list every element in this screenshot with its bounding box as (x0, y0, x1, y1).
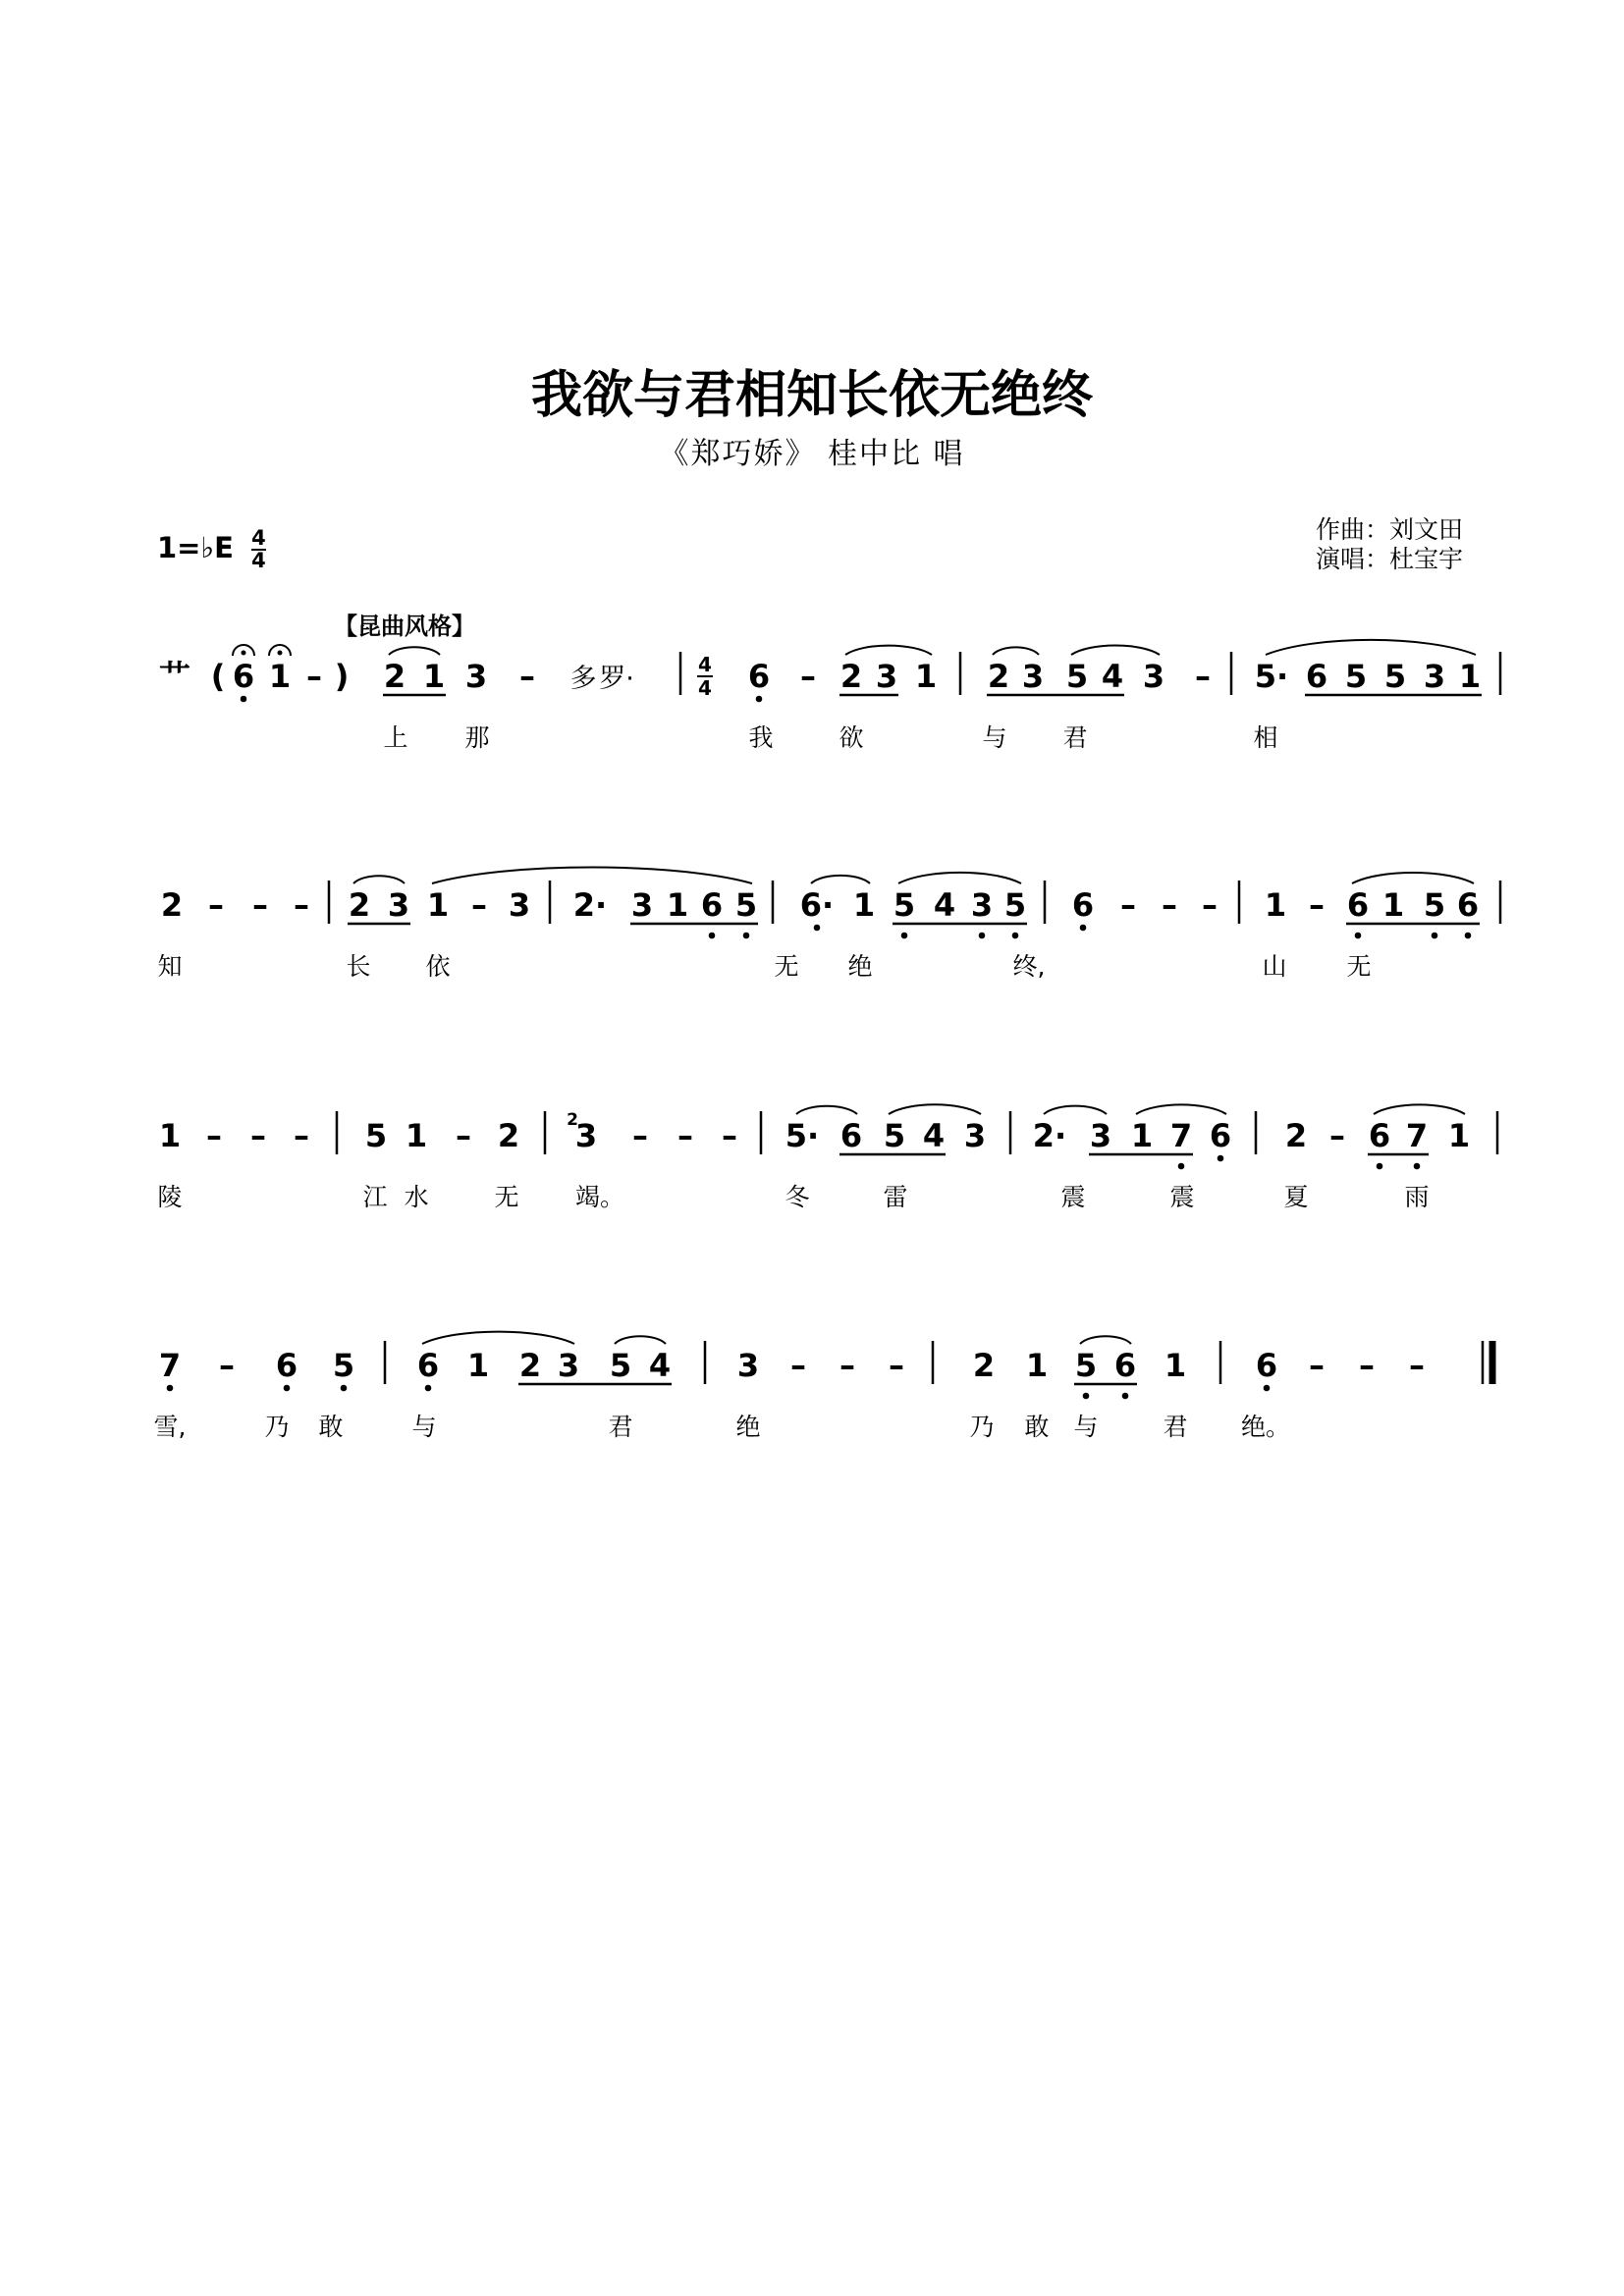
note: – (208, 886, 224, 924)
lyric: 与 (1073, 1413, 1099, 1441)
octave-dot-below (425, 1385, 432, 1392)
octave-dot-below (1122, 1393, 1129, 1400)
note: 6 (1255, 1347, 1278, 1384)
lyric: 水 (404, 1183, 429, 1211)
note: 5· (1254, 658, 1289, 695)
note: 6 (1209, 1117, 1232, 1154)
note: 1 (422, 658, 446, 695)
grace-note: 2 (567, 1110, 578, 1130)
note: 1 (1164, 1347, 1187, 1384)
note: 1 (405, 1117, 428, 1154)
note: 5 (364, 1117, 388, 1154)
measure-time-bottom: 4 (698, 676, 712, 700)
small-text: 罗· (599, 664, 634, 694)
note: 1 (426, 886, 450, 924)
note: 1 (268, 658, 292, 695)
lyric: 竭。 (574, 1183, 625, 1211)
note: – (800, 658, 816, 695)
note: 5 (1074, 1347, 1098, 1384)
slur (811, 876, 870, 883)
key-signature-text: 1=♭E (157, 531, 234, 564)
lyric: 江 (362, 1183, 388, 1211)
slur (1266, 640, 1476, 655)
note: 6 (839, 1117, 863, 1154)
slur (1044, 1106, 1107, 1114)
octave-dot-below (1083, 1393, 1090, 1400)
note: 6 (416, 1347, 440, 1384)
singer-credit: 演唱：杜宝宇 (1316, 545, 1464, 573)
note: – (1309, 1347, 1325, 1384)
note: – (206, 1117, 222, 1154)
note: 2· (572, 886, 608, 924)
note: 3 (630, 886, 654, 924)
note: 3 (970, 886, 994, 924)
note: – (252, 886, 268, 924)
note: 1 (852, 886, 876, 924)
slur (845, 646, 932, 655)
note: 6 (700, 886, 724, 924)
note: – (1195, 658, 1211, 695)
lyric: 我 (748, 723, 774, 752)
note: 3 (1021, 658, 1045, 695)
note: 6 (1368, 1117, 1391, 1154)
octave-dot-below (709, 933, 716, 939)
slur (389, 647, 440, 655)
note: – (519, 658, 535, 695)
lyric: 雷 (883, 1183, 908, 1211)
song-title: 我欲与君相知长依无绝终 (530, 365, 1093, 425)
lyric: 长 (346, 952, 371, 981)
slur (353, 876, 405, 883)
note: 5 (1344, 658, 1368, 695)
octave-dot-below (1178, 1163, 1185, 1170)
note: 7 (1405, 1117, 1429, 1154)
lyric: 绝 (735, 1413, 761, 1441)
note: – (677, 1117, 693, 1154)
lyric: 陵 (157, 1183, 183, 1211)
note: 6 (1456, 886, 1480, 924)
note: 2 (839, 658, 863, 695)
octave-dot-below (1414, 1163, 1421, 1170)
note: – (1359, 1347, 1375, 1384)
lyric: 那 (464, 723, 490, 752)
slur (432, 868, 752, 884)
lyric: 相 (1253, 723, 1278, 752)
octave-dot-below (1080, 925, 1087, 932)
lyric: 君 (1062, 723, 1088, 752)
octave-dot-below (167, 1385, 174, 1392)
note: 6 (1113, 1347, 1137, 1384)
note: ) (334, 658, 350, 695)
note: 7 (1169, 1117, 1193, 1154)
slur (1374, 1104, 1465, 1114)
octave-dot-below (979, 933, 986, 939)
note: 6· (799, 886, 835, 924)
slur (1071, 645, 1160, 655)
note: – (219, 1347, 235, 1384)
note: 3 (574, 1117, 598, 1154)
note: – (471, 886, 487, 924)
octave-dot-below (1432, 933, 1438, 939)
note: 4 (922, 1117, 946, 1154)
note: 5 (1423, 886, 1446, 924)
note: 4 (933, 886, 956, 924)
slur (796, 1106, 857, 1114)
note: – (1202, 886, 1218, 924)
lyric: 乃 (264, 1413, 290, 1441)
note: – (1309, 886, 1325, 924)
note: – (250, 1117, 266, 1154)
lyric: 山 (1262, 952, 1287, 981)
lyric: 无 (1346, 952, 1372, 981)
note: 1 (1264, 886, 1287, 924)
note: 1 (1381, 886, 1405, 924)
note: – (889, 1347, 904, 1384)
lyric: 知 (157, 952, 183, 981)
note: 5 (609, 1347, 632, 1384)
note: 5· (785, 1117, 820, 1154)
note: 2 (348, 886, 371, 924)
note: 1 (466, 1347, 490, 1384)
lyric: 雪, (153, 1413, 187, 1441)
note: 1 (1447, 1117, 1471, 1154)
lyric: 与 (982, 723, 1007, 752)
lyric: 敢 (1024, 1413, 1050, 1441)
note: 3 (464, 658, 488, 695)
octave-dot-below (341, 1385, 348, 1392)
lyric: 敢 (318, 1413, 344, 1441)
slur (1352, 873, 1474, 883)
lyric: 上 (383, 723, 408, 752)
slur (898, 873, 1021, 883)
note: 1 (158, 1117, 182, 1154)
lyric: 终, (1012, 952, 1046, 981)
octave-dot-below (1377, 1163, 1383, 1170)
fermata-dot (278, 651, 283, 656)
slur (889, 1104, 981, 1114)
octave-dot-below (1012, 933, 1019, 939)
note: 3 (1423, 658, 1446, 695)
note: ( (210, 658, 226, 695)
note: – (722, 1117, 737, 1154)
lyric: 君 (1163, 1413, 1188, 1441)
note: 5 (332, 1347, 355, 1384)
note: – (1329, 1117, 1345, 1154)
octave-dot-below (1264, 1385, 1271, 1392)
lyric: 无 (774, 952, 799, 981)
note: 6 (1071, 886, 1095, 924)
octave-dot-below (1465, 933, 1472, 939)
note: – (456, 1117, 471, 1154)
note: 2 (518, 1347, 542, 1384)
slur (1136, 1104, 1226, 1114)
measure-time-top: 4 (698, 653, 712, 676)
octave-dot-below (743, 933, 750, 939)
slur (1080, 1336, 1131, 1344)
note: 2 (987, 658, 1010, 695)
composer-credit: 作曲：刘文田 (1316, 515, 1464, 544)
note: 3 (875, 658, 898, 695)
song-subtitle: 《郑巧娇》 桂中比 唱 (659, 437, 965, 471)
note: 4 (648, 1347, 672, 1384)
note: 5 (893, 886, 916, 924)
lyric: 震 (1060, 1183, 1086, 1211)
note: 1 (1130, 1117, 1154, 1154)
octave-dot-below (1355, 933, 1362, 939)
lyric: 雨 (1404, 1183, 1430, 1211)
lyric: 夏 (1283, 1183, 1309, 1211)
style-marking: 【昆曲风格】 (334, 613, 475, 640)
note: 3 (508, 886, 531, 924)
small-text: 多 (569, 664, 597, 694)
octave-dot-below (901, 933, 908, 939)
note: 艹 (158, 658, 191, 695)
time-signature-bottom: 4 (251, 549, 266, 572)
note: – (632, 1117, 648, 1154)
octave-dot-below (284, 1385, 291, 1392)
note: 1 (1458, 658, 1482, 695)
note: – (294, 886, 309, 924)
note: 6 (747, 658, 771, 695)
lyric: 绝 (847, 952, 873, 981)
note: – (294, 1117, 309, 1154)
lyric: 无 (494, 1183, 519, 1211)
lyric: 震 (1169, 1183, 1195, 1211)
lyric: 与 (411, 1413, 437, 1441)
lyric: 君 (608, 1413, 633, 1441)
note: 3 (963, 1117, 987, 1154)
lyric: 冬 (785, 1183, 810, 1211)
note: 2 (972, 1347, 996, 1384)
note: 5 (1003, 886, 1027, 924)
note: 5 (1383, 658, 1407, 695)
note: 2 (383, 658, 406, 695)
note: 6 (1346, 886, 1370, 924)
note: – (1120, 886, 1136, 924)
fermata-dot (242, 651, 246, 656)
note: 1 (1025, 1347, 1049, 1384)
note: 5 (734, 886, 758, 924)
note: 6 (232, 658, 255, 695)
lyric: 欲 (839, 723, 864, 752)
note: – (839, 1347, 855, 1384)
note: 6 (1305, 658, 1328, 695)
note: 2 (160, 886, 184, 924)
note: – (306, 658, 322, 695)
slur (422, 1332, 574, 1344)
note: 4 (1101, 658, 1124, 695)
note: 3 (557, 1347, 580, 1384)
note: 1 (666, 886, 689, 924)
note: 5 (883, 1117, 906, 1154)
note: 2· (1032, 1117, 1067, 1154)
note: 3 (1089, 1117, 1112, 1154)
octave-dot-below (756, 696, 763, 703)
note: 3 (1142, 658, 1165, 695)
note: 1 (914, 658, 938, 695)
note: 3 (736, 1347, 760, 1384)
octave-dot-below (814, 925, 821, 932)
time-signature-top: 4 (251, 526, 266, 550)
slur (993, 647, 1039, 655)
note: – (1162, 886, 1177, 924)
note: 2 (497, 1117, 520, 1154)
octave-dot-below (1218, 1155, 1224, 1162)
note: 2 (1284, 1117, 1308, 1154)
octave-dot-below (241, 696, 247, 703)
note: 5 (1065, 658, 1089, 695)
note: – (1409, 1347, 1425, 1384)
lyric: 依 (425, 952, 451, 981)
note: 3 (387, 886, 410, 924)
lyric: 乃 (969, 1413, 995, 1441)
note: 6 (275, 1347, 298, 1384)
note: 7 (158, 1347, 182, 1384)
note: – (790, 1347, 806, 1384)
lyric: 绝。 (1240, 1413, 1291, 1441)
slur (615, 1336, 666, 1344)
